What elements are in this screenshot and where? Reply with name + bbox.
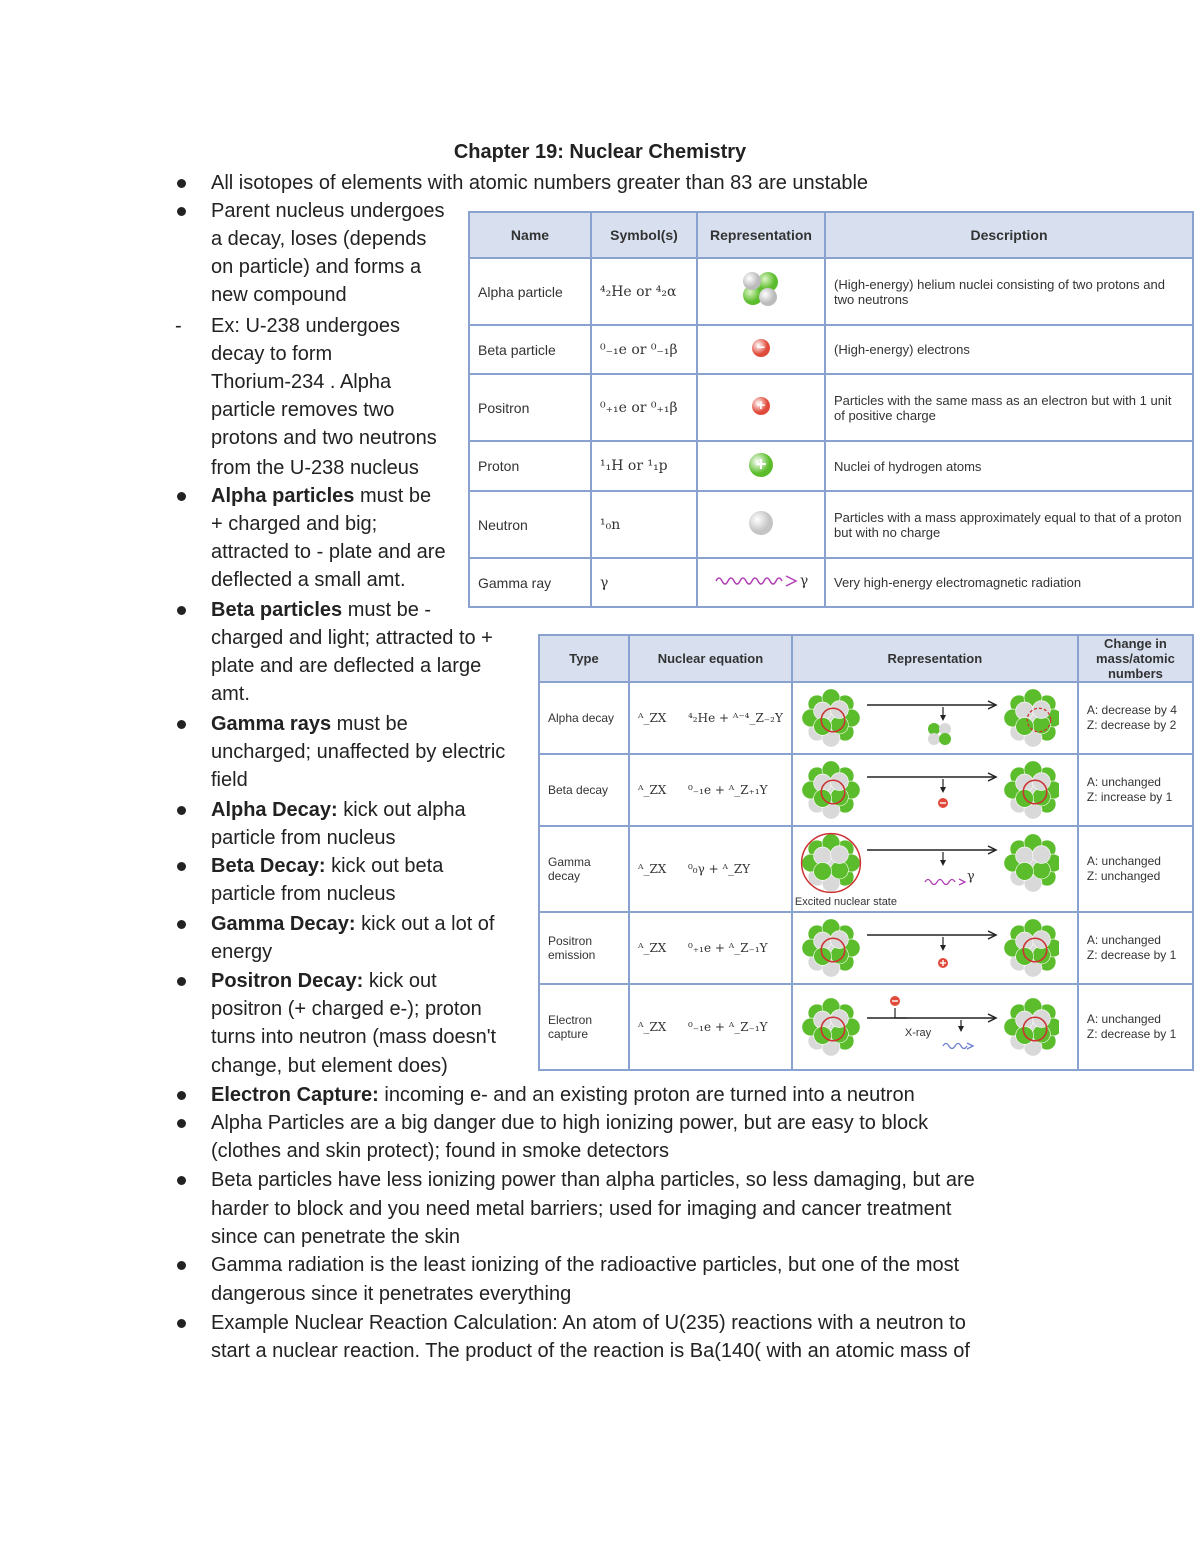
note-line xyxy=(211,312,400,340)
col-header: Representation xyxy=(792,635,1078,682)
parent-symbol: ᴬ_ZX xyxy=(638,862,667,876)
table-row xyxy=(469,491,1193,558)
note-text: particle removes two xyxy=(211,399,395,421)
table-row xyxy=(469,558,1193,607)
dash-icon: - xyxy=(175,315,182,337)
note-term: Gamma rays xyxy=(211,713,332,735)
col-header: Type xyxy=(539,635,629,682)
note-text: kick out beta xyxy=(325,855,444,877)
products-symbol: ⁰₀γ + ᴬ_ZY xyxy=(688,862,751,876)
note-line xyxy=(211,596,431,624)
atomic-change: Z: decrease by 1 xyxy=(1086,1027,1177,1041)
decay-diagram xyxy=(795,915,1059,981)
note-line xyxy=(211,1195,951,1223)
note-line xyxy=(211,253,421,281)
note-text: energy xyxy=(211,941,273,963)
particle-symbol: ⁰₋₁e or ⁰₋₁β xyxy=(591,325,697,374)
col-header: Change in mass/atomic numbers xyxy=(1078,635,1193,682)
note-text: dangerous since it penetrates everything xyxy=(211,1283,572,1305)
note-text: deflected a small amt. xyxy=(211,569,406,591)
note-line xyxy=(211,225,426,253)
decay-type: Beta decay xyxy=(539,754,629,826)
number-change xyxy=(1078,682,1193,754)
particle-description: Particles with the same mass as an electron but with 1 unit of positive charge xyxy=(825,374,1193,441)
note-term: Beta Decay: xyxy=(211,855,326,877)
particle-representation xyxy=(697,325,825,374)
note-text: plate and are deflected a large xyxy=(211,655,482,677)
note-text: decay to form xyxy=(211,343,333,365)
decay-diagram xyxy=(795,757,1059,823)
decay-type: Positron emission xyxy=(539,912,629,984)
bullet-icon xyxy=(177,1176,186,1185)
bullet-icon xyxy=(177,179,186,188)
note-text: incoming e- and an existing proton are turned into a neutron xyxy=(378,1084,915,1106)
decay-representation xyxy=(792,682,1078,754)
gamma-symbol: γ xyxy=(799,573,809,589)
bullet-icon xyxy=(177,1091,186,1100)
particle-description: (High-energy) helium nuclei consisting of two protons and two neutrons xyxy=(825,258,1193,325)
nuclear-equation xyxy=(629,754,792,826)
number-change xyxy=(1078,984,1193,1070)
note-text: protons and two neutrons xyxy=(211,427,437,449)
decay-type: Gamma decay xyxy=(539,826,629,912)
table-row xyxy=(539,682,1193,754)
bullet-icon xyxy=(177,606,186,615)
mass-change: A: unchanged xyxy=(1086,854,1161,868)
note-text: amt. xyxy=(211,683,250,705)
bullet-icon xyxy=(177,1119,186,1128)
mass-change: A: decrease by 4 xyxy=(1086,703,1177,717)
xray-label: X-ray xyxy=(904,1027,932,1039)
note-line xyxy=(211,938,272,966)
note-text: All isotopes of elements with atomic numbers greater than 83 are unstable xyxy=(211,172,869,194)
note-text: must be - xyxy=(342,599,432,621)
bullet-icon xyxy=(177,1319,186,1328)
note-line xyxy=(211,824,396,852)
table-row xyxy=(539,826,1193,912)
note-text: attracted to - plate and are xyxy=(211,541,446,563)
note-text: kick out alpha xyxy=(337,799,466,821)
note-line xyxy=(211,482,431,510)
table-row xyxy=(469,441,1193,491)
note-text: kick out a lot of xyxy=(355,913,495,935)
particle-symbol: γ xyxy=(591,558,697,607)
nuclear-equation xyxy=(629,826,792,912)
products-symbol: ⁰₋₁e + ᴬ_Z₋₁Y xyxy=(688,1020,768,1034)
note-line xyxy=(211,1166,975,1194)
products-symbol: ⁰₊₁e + ᴬ_Z₋₁Y xyxy=(688,941,768,955)
particle-name: Neutron xyxy=(469,491,591,558)
particle-name: Alpha particle xyxy=(469,258,591,325)
note-text: Example Nuclear Reaction Calculation: An atom of U(235) reactions with a neutron to xyxy=(211,1312,966,1334)
table-row xyxy=(539,912,1193,984)
note-text: turns into neutron (mass doesn't xyxy=(211,1026,497,1048)
note-text: kick out xyxy=(363,970,437,992)
note-line xyxy=(211,1109,928,1137)
neutron-icon xyxy=(749,522,773,538)
mass-change: A: unchanged xyxy=(1086,775,1161,789)
note-line xyxy=(211,368,391,396)
parent-symbol: ᴬ_ZX xyxy=(638,711,667,725)
page-title: Chapter 19: Nuclear Chemistry xyxy=(453,141,747,163)
parent-symbol: ᴬ_ZX xyxy=(638,941,667,955)
note-text: new compound xyxy=(211,284,347,306)
particle-representation xyxy=(697,441,825,491)
proton-icon: + xyxy=(749,464,773,480)
note-term: Gamma Decay: xyxy=(211,913,356,935)
nuclear-equation xyxy=(629,984,792,1070)
excited-state-label: Excited nuclear state xyxy=(794,896,897,908)
note-line xyxy=(211,340,332,368)
particle-description: Particles with a mass approximately equal to that of a proton but with no charge xyxy=(825,491,1193,558)
particle-representation xyxy=(697,258,825,325)
atomic-change: Z: unchanged xyxy=(1086,869,1161,883)
particle-description: Nuclei of hydrogen atoms xyxy=(825,441,1193,491)
note-text: + charged and big; xyxy=(211,513,378,535)
bullet-icon xyxy=(177,862,186,871)
decay-type: Electron capture xyxy=(539,984,629,1070)
bullet-icon xyxy=(177,492,186,501)
note-text: field xyxy=(211,769,248,791)
note-term: Positron Decay: xyxy=(211,970,364,992)
col-header: Representation xyxy=(697,212,825,258)
note-line xyxy=(211,652,481,680)
decay-diagram xyxy=(795,685,1059,751)
decay-table xyxy=(538,634,1194,1071)
note-line xyxy=(211,852,443,880)
gamma-label: γ xyxy=(966,869,975,884)
col-header: Description xyxy=(825,212,1193,258)
beta-particle-icon: − xyxy=(752,344,770,360)
note-line xyxy=(211,1023,496,1051)
note-line xyxy=(211,680,250,708)
note-line xyxy=(211,396,394,424)
decay-representation xyxy=(792,826,1078,912)
note-line xyxy=(211,454,419,482)
note-line xyxy=(211,1280,571,1308)
note-line xyxy=(211,169,868,197)
note-line xyxy=(211,510,377,538)
bullet-icon xyxy=(177,720,186,729)
decay-type: Alpha decay xyxy=(539,682,629,754)
note-line xyxy=(211,1251,959,1279)
particle-symbol: ⁴₂He or ⁴₂α xyxy=(591,258,697,325)
parent-symbol: ᴬ_ZX xyxy=(638,1020,667,1034)
particle-description: (High-energy) electrons xyxy=(825,325,1193,374)
note-text: Thorium-234 . Alpha xyxy=(211,371,392,393)
note-text: charged and light; attracted to + xyxy=(211,627,493,649)
note-line xyxy=(211,1337,970,1365)
note-text: change, but element does) xyxy=(211,1055,448,1077)
particle-representation xyxy=(697,374,825,441)
decay-representation xyxy=(792,754,1078,826)
note-text: uncharged; unaffected by electric xyxy=(211,741,506,763)
nuclear-equation xyxy=(629,682,792,754)
particles-table xyxy=(468,211,1194,608)
note-text: particle from nucleus xyxy=(211,883,396,905)
particle-representation xyxy=(697,558,825,607)
note-line xyxy=(211,910,495,938)
table-row xyxy=(469,325,1193,374)
col-header: Nuclear equation xyxy=(629,635,792,682)
mass-change: A: unchanged xyxy=(1086,933,1161,947)
note-line xyxy=(211,197,445,225)
atomic-change: Z: decrease by 2 xyxy=(1086,718,1177,732)
note-line xyxy=(211,1309,966,1337)
number-change xyxy=(1078,826,1193,912)
products-symbol: ⁴₂He + ᴬ⁻⁴_Z₋₂Y xyxy=(688,711,783,725)
table-row xyxy=(469,258,1193,325)
products-symbol: ⁰₋₁e + ᴬ_Z₊₁Y xyxy=(688,783,768,797)
number-change xyxy=(1078,912,1193,984)
note-line xyxy=(211,880,396,908)
bullet-icon xyxy=(177,920,186,929)
parent-symbol: ᴬ_ZX xyxy=(638,783,667,797)
note-line xyxy=(211,967,437,995)
note-line xyxy=(211,538,446,566)
bullet-icon xyxy=(177,806,186,815)
note-line xyxy=(211,424,437,452)
note-text: from the U-238 nucleus xyxy=(211,457,419,479)
note-text: (clothes and skin protect); found in smoke detectors xyxy=(211,1140,670,1162)
note-line xyxy=(211,995,482,1023)
particle-description: Very high-energy electromagnetic radiation xyxy=(825,558,1193,607)
particle-name: Positron xyxy=(469,374,591,441)
note-text: since can penetrate the skin xyxy=(211,1226,461,1248)
particle-symbol: ¹₀n xyxy=(591,491,697,558)
note-text: on particle) and forms a xyxy=(211,256,422,278)
note-text: Beta particles have less ionizing power than alpha particles, so less damaging, but are xyxy=(211,1169,975,1191)
atomic-change: Z: increase by 1 xyxy=(1086,790,1173,804)
atomic-change: Z: decrease by 1 xyxy=(1086,948,1177,962)
note-line xyxy=(211,1137,669,1165)
bullet-icon xyxy=(177,977,186,986)
particle-symbol: ⁰₊₁e or ⁰₊₁β xyxy=(591,374,697,441)
nuclear-equation xyxy=(629,912,792,984)
note-text: start a nuclear reaction. The product of the reaction is Ba(140( with an atomic mass of xyxy=(211,1340,970,1362)
note-text: a decay, loses (depends xyxy=(211,228,427,250)
col-header: Name xyxy=(469,212,591,258)
note-line xyxy=(211,1223,460,1251)
particle-symbol: ¹₁H or ¹₁p xyxy=(591,441,697,491)
particle-name: Beta particle xyxy=(469,325,591,374)
note-text: positron (+ charged e-); proton xyxy=(211,998,482,1020)
col-header: Symbol(s) xyxy=(591,212,697,258)
note-term: Beta particles xyxy=(211,599,343,621)
note-term: Alpha particles xyxy=(211,485,355,507)
note-text: Alpha Particles are a big danger due to high ionizing power, but are easy to block xyxy=(211,1112,929,1134)
note-line xyxy=(211,281,347,309)
particle-name: Proton xyxy=(469,441,591,491)
note-term: Alpha Decay: xyxy=(211,799,338,821)
note-line xyxy=(211,796,466,824)
gamma-wave-icon xyxy=(714,573,798,589)
note-text: must be xyxy=(331,713,408,735)
note-line xyxy=(211,566,406,594)
positron-icon: + xyxy=(752,402,770,418)
note-text: must be xyxy=(354,485,432,507)
bullet-icon xyxy=(177,1261,186,1270)
decay-representation xyxy=(792,912,1078,984)
note-line xyxy=(211,710,408,738)
particle-representation xyxy=(697,491,825,558)
note-term: Electron Capture: xyxy=(211,1084,379,1106)
table-row xyxy=(539,754,1193,826)
note-text: Parent nucleus undergoes xyxy=(211,200,445,222)
note-line xyxy=(211,738,505,766)
table-row xyxy=(539,984,1193,1070)
note-line xyxy=(211,1081,915,1109)
table-row xyxy=(469,374,1193,441)
note-text: harder to block and you need metal barriers; used for imaging and cancer treatment xyxy=(211,1198,952,1220)
decay-diagram xyxy=(795,830,1059,900)
decay-representation xyxy=(792,984,1078,1070)
note-text: Ex: U-238 undergoes xyxy=(211,315,401,337)
alpha-particle-icon xyxy=(741,270,781,310)
bullet-icon xyxy=(177,207,186,216)
number-change xyxy=(1078,754,1193,826)
mass-change: A: unchanged xyxy=(1086,1012,1161,1026)
note-line xyxy=(211,1052,448,1080)
note-line xyxy=(211,766,248,794)
note-line xyxy=(211,624,493,652)
note-text: particle from nucleus xyxy=(211,827,396,849)
particle-name: Gamma ray xyxy=(469,558,591,607)
note-text: Gamma radiation is the least ionizing of the radioactive particles, but one of the most xyxy=(211,1254,960,1276)
